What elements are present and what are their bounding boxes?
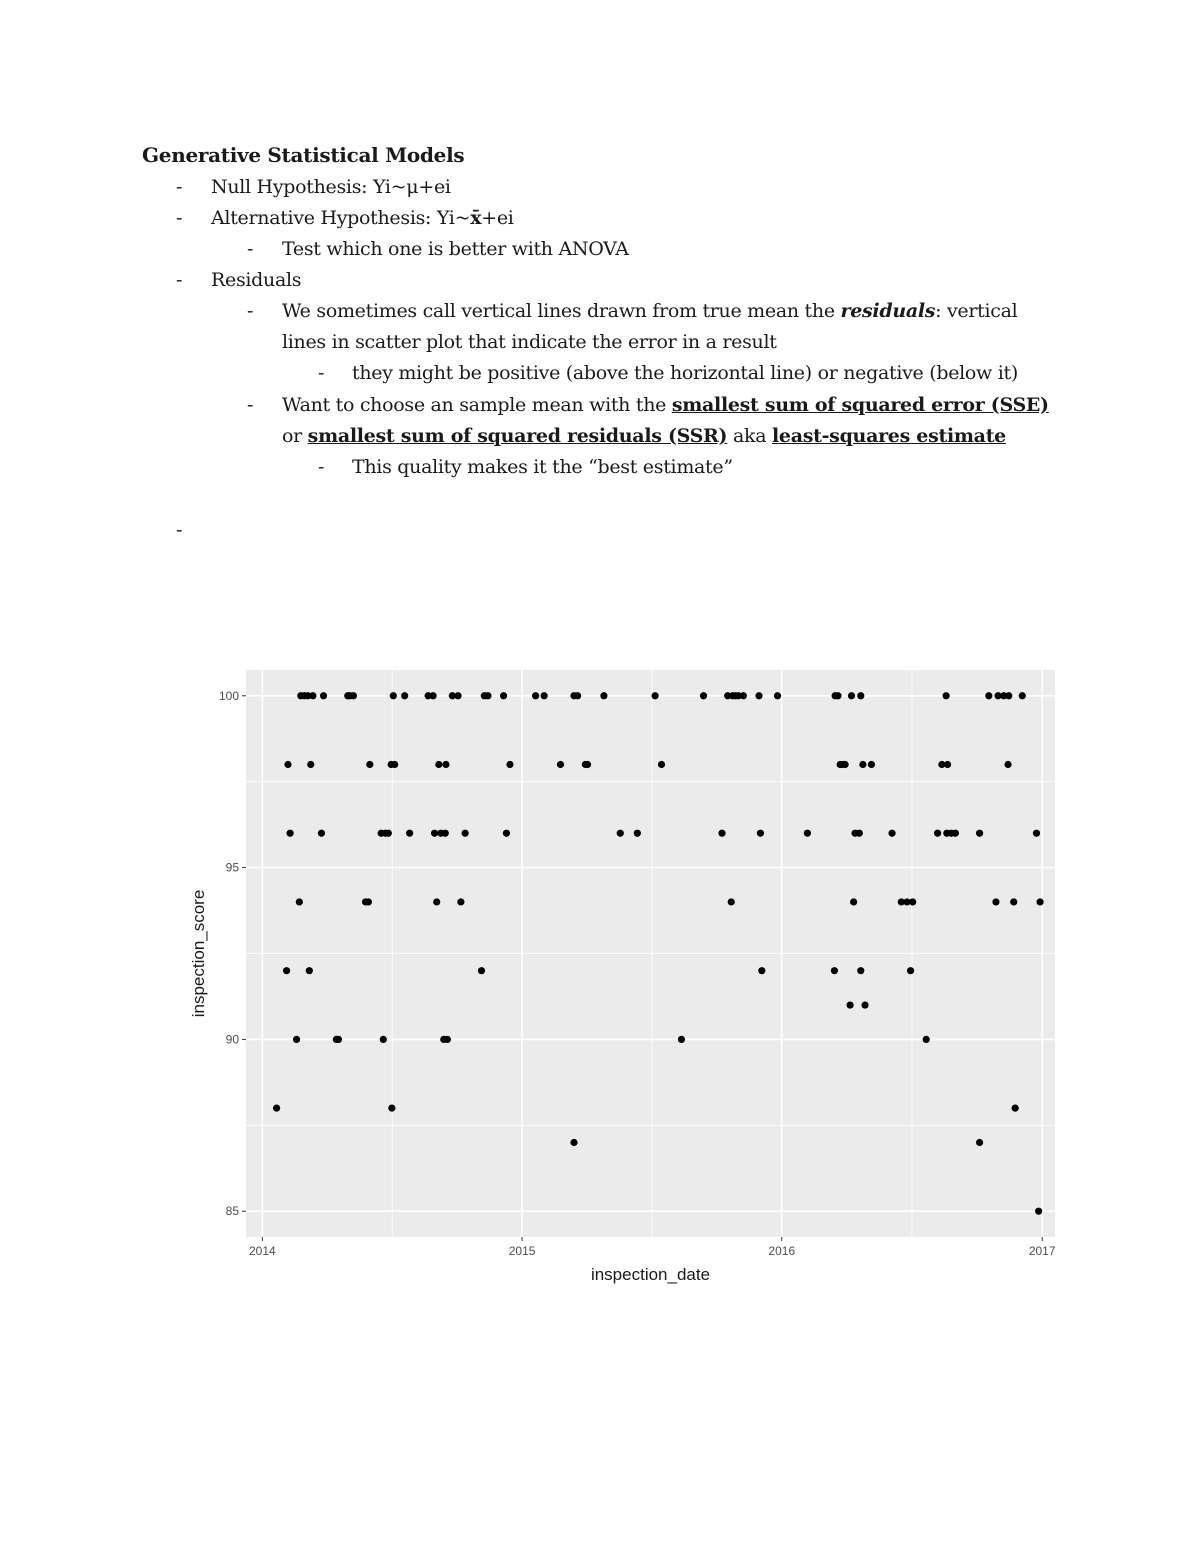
text-run: Want to choose an sample mean with the (282, 394, 672, 416)
data-point (462, 830, 469, 837)
data-point (804, 830, 811, 837)
data-point (976, 1139, 983, 1146)
text-run: or (282, 425, 308, 447)
data-point (366, 761, 373, 768)
data-point (985, 692, 992, 699)
data-point (283, 967, 290, 974)
x-tick-label: 2015 (508, 1244, 536, 1258)
y-tick-label: 95 (225, 860, 239, 875)
data-point (457, 898, 464, 905)
data-point (335, 1036, 342, 1043)
data-point (652, 692, 659, 699)
bullet-dash: - (247, 238, 254, 260)
data-point (401, 692, 408, 699)
data-point (1010, 898, 1017, 905)
data-point (584, 761, 591, 768)
best-estimate-item: This quality makes it the “best estimate” (352, 456, 733, 478)
y-axis-title: inspection_score (189, 889, 208, 1018)
anova-item: Test which one is better with ANOVA (282, 238, 629, 260)
data-point (718, 830, 725, 837)
least-squares-term: least-squares estimate (772, 425, 1006, 447)
data-point (944, 761, 951, 768)
data-point (857, 692, 864, 699)
data-point (318, 830, 325, 837)
bullet-dash: - (176, 207, 183, 229)
data-point (846, 1001, 853, 1008)
data-point (774, 692, 781, 699)
null-hypothesis-item: Null Hypothesis: Yi~μ+ei (211, 176, 451, 198)
data-point (1004, 761, 1011, 768)
residuals-item: Residuals (211, 269, 302, 291)
data-point (380, 1036, 387, 1043)
data-point (574, 692, 581, 699)
data-point (1036, 898, 1043, 905)
positive-negative-item: they might be positive (above the horizontal line) or negative (below it) (352, 362, 1018, 384)
text-run: We sometimes call vertical lines drawn from true mean the (282, 300, 841, 322)
data-point (888, 830, 895, 837)
residuals-definition-line1 (282, 298, 1017, 324)
data-point (850, 898, 857, 905)
data-point (433, 898, 440, 905)
data-point (600, 692, 607, 699)
data-point (442, 761, 449, 768)
data-point (570, 1139, 577, 1146)
residuals-definition-line2: lines in scatter plot that indicate the error in a result (282, 331, 777, 353)
data-point (859, 761, 866, 768)
data-point (1019, 692, 1026, 699)
scatter-chart (180, 655, 1060, 1295)
data-point (431, 830, 438, 837)
data-point (365, 898, 372, 905)
data-point (907, 967, 914, 974)
residuals-term: residuals (840, 300, 936, 322)
alternative-hypothesis-item (211, 205, 514, 231)
data-point (390, 692, 397, 699)
data-point (350, 692, 357, 699)
data-point (435, 761, 442, 768)
data-point (842, 761, 849, 768)
y-tick-label: 100 (218, 688, 239, 703)
data-point (506, 761, 513, 768)
data-point (385, 830, 392, 837)
bullet-dash: - (318, 456, 325, 478)
sse-term: smallest sum of squared error (SSE) (671, 394, 1049, 416)
alt-prefix: Alternative Hypothesis: Yi~ (211, 207, 471, 229)
data-point (678, 1036, 685, 1043)
data-point (831, 967, 838, 974)
scatter-plot-svg (180, 655, 1060, 1295)
data-point (755, 692, 762, 699)
ssr-term: smallest sum of squared residuals (SSR) (307, 425, 728, 447)
data-point (1035, 1208, 1042, 1215)
data-point (976, 830, 983, 837)
data-point (857, 967, 864, 974)
data-point (923, 1036, 930, 1043)
data-point (861, 1001, 868, 1008)
text-run: : vertical (935, 300, 1018, 322)
data-point (273, 1105, 280, 1112)
data-point (391, 761, 398, 768)
data-point (454, 692, 461, 699)
data-point (658, 761, 665, 768)
bullet-dash: - (318, 362, 325, 384)
data-point (868, 761, 875, 768)
data-point (296, 898, 303, 905)
data-point (634, 830, 641, 837)
bullet-dash: - (247, 300, 254, 322)
data-point (934, 830, 941, 837)
x-tick-label: 2016 (768, 1244, 796, 1258)
x-tick-label: 2014 (249, 1244, 276, 1258)
data-point (388, 1105, 395, 1112)
data-point (442, 830, 449, 837)
y-tick-label: 90 (225, 1032, 239, 1047)
bullet-dash: - (176, 519, 183, 541)
x-tick-label: 2017 (1028, 1244, 1056, 1258)
data-point (287, 830, 294, 837)
text-run: aka (727, 425, 772, 447)
data-point (284, 761, 291, 768)
sse-item-line1 (282, 392, 1049, 418)
data-point (293, 1036, 300, 1043)
data-point (728, 898, 735, 905)
data-point (834, 692, 841, 699)
bullet-dash: - (176, 269, 183, 291)
data-point (406, 830, 413, 837)
sse-item-line2 (282, 423, 1006, 449)
data-point (320, 692, 327, 699)
data-point (500, 692, 507, 699)
data-point (478, 967, 485, 974)
bullet-dash: - (247, 394, 254, 416)
y-tick-label: 85 (225, 1204, 239, 1219)
data-point (306, 967, 313, 974)
data-point (532, 692, 539, 699)
data-point (541, 692, 548, 699)
data-point (848, 692, 855, 699)
data-point (740, 692, 747, 699)
data-point (557, 761, 564, 768)
data-point (1033, 830, 1040, 837)
data-point (952, 830, 959, 837)
data-point (309, 692, 316, 699)
data-point (909, 898, 916, 905)
data-point (757, 830, 764, 837)
data-point (943, 692, 950, 699)
data-point (430, 692, 437, 699)
data-point (307, 761, 314, 768)
page-heading: Generative Statistical Models (142, 143, 465, 167)
data-point (856, 830, 863, 837)
data-point (444, 1036, 451, 1043)
data-point (992, 898, 999, 905)
bullet-dash: - (176, 176, 183, 198)
alt-suffix: +ei (481, 207, 514, 229)
alt-xbar: x̄ (470, 207, 482, 229)
data-point (1012, 1105, 1019, 1112)
data-point (503, 830, 510, 837)
data-point (758, 967, 765, 974)
data-point (1005, 692, 1012, 699)
x-axis-title: inspection_date (590, 1265, 711, 1284)
data-point (617, 830, 624, 837)
data-point (700, 692, 707, 699)
data-point (484, 692, 491, 699)
